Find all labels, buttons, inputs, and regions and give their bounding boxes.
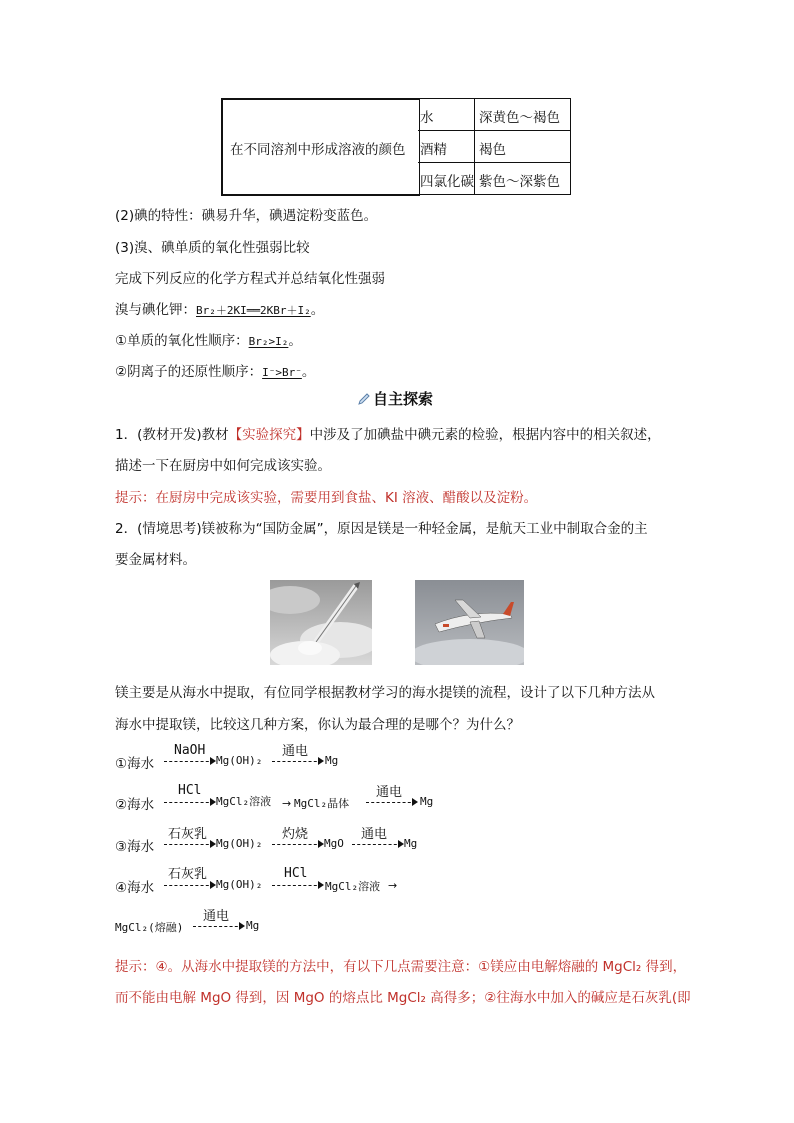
reducing-order-value: I⁻>Br⁻ bbox=[262, 366, 302, 379]
route-4-reagent-2: HCl bbox=[284, 866, 308, 881]
reducing-order-label: ②阴离子的还原性顺序： bbox=[115, 364, 263, 380]
question-2-line-4: 海水中提取镁，比较这几种方案，你认为最合理的是哪个？为什么？ bbox=[115, 717, 520, 733]
instruction-text: 完成下列反应的化学方程式并总结氧化性强弱 bbox=[115, 271, 385, 287]
oxidizing-order-value: Br₂>I₂ bbox=[248, 335, 289, 348]
question-1-line-1 bbox=[115, 423, 661, 443]
question-2-line-2: 要金属材料。 bbox=[115, 552, 196, 568]
route-4b-product: Mg bbox=[246, 919, 260, 932]
route-3-intermediate-1: Mg(OH)₂ bbox=[216, 837, 263, 850]
arrow-icon bbox=[272, 880, 322, 890]
reducing-order-line bbox=[115, 360, 315, 380]
solvent-cell: 水 bbox=[420, 110, 434, 126]
arrow-icon bbox=[366, 797, 416, 807]
question-2-line-3: 镁主要是从海水中提取，有位同学根据教材学习的海水提镁的流程，设计了以下几种方法从 bbox=[115, 685, 655, 701]
route-1-intermediate-1: Mg(OH)₂ bbox=[216, 754, 263, 767]
section-heading bbox=[357, 388, 433, 409]
route-2-intermediate-1 bbox=[216, 793, 271, 809]
arrow-icon bbox=[272, 756, 322, 766]
experiment-tag: 【实验探究】 bbox=[228, 427, 310, 443]
route-4-intermediate-1: Mg(OH)₂ bbox=[216, 878, 263, 891]
arrow-icon bbox=[193, 921, 243, 931]
route-3-reagent-3: 通电 bbox=[361, 827, 388, 842]
hint-1: 提示：在厨房中完成该实验，需要用到食盐、KI 溶液、醋酸以及淀粉。 bbox=[115, 490, 538, 506]
arrow-icon bbox=[164, 839, 214, 849]
hint-2-line-1: 提示：④。从海水中提取镁的方法中，有以下几点需要注意：①镁应由电解熔融的 MgCl₂ 得到， bbox=[115, 959, 687, 975]
route-2-intermediate-1-text: MgCl₂溶液 bbox=[216, 795, 272, 808]
color-cell: 深黄色～褐色 bbox=[479, 110, 560, 126]
table-cell bbox=[418, 99, 475, 130]
bromine-ki-equation: Br₂＋2KI══2KBr＋I₂ bbox=[196, 304, 311, 317]
route-1-start: ①海水 bbox=[115, 756, 155, 772]
arrow-icon bbox=[164, 880, 214, 890]
oxidizing-order-label: ①单质的氧化性顺序： bbox=[115, 333, 249, 349]
route-4b-start: MgCl₂(熔融) bbox=[115, 921, 184, 934]
bromine-ki-line bbox=[115, 298, 324, 318]
table-rows bbox=[418, 98, 571, 195]
route-2-product: Mg bbox=[420, 795, 434, 808]
route-4-reagent-1: 石灰乳 bbox=[168, 867, 208, 882]
table-row bbox=[418, 163, 570, 194]
iodine-property: (2)碘的特性：碘易升华，碘遇淀粉变蓝色。 bbox=[115, 208, 378, 224]
line-end: 。 bbox=[288, 333, 302, 349]
section-title: 自主探索 bbox=[373, 390, 434, 408]
route-4-start: ④海水 bbox=[115, 880, 155, 896]
question-2-line-1: 2．(情境思考)镁被称为“国防金属”，原因是镁是一种轻金属，是航天工业中制取合金的主 bbox=[115, 521, 648, 537]
table-cell bbox=[418, 131, 475, 162]
oxidizing-compare-title: (3)溴、碘单质的氧化性强弱比较 bbox=[115, 240, 310, 256]
route-3-product: Mg bbox=[404, 837, 418, 850]
bromine-ki-label: 溴与碘化钾： bbox=[115, 302, 196, 318]
table-row-header-cell bbox=[221, 98, 420, 196]
route-1-product: Mg bbox=[325, 754, 339, 767]
arrow-icon bbox=[164, 756, 214, 766]
table-row-header: 在不同溶剂中形成溶液的颜色 bbox=[230, 142, 406, 158]
arrow-icon bbox=[352, 839, 402, 849]
route-1-reagent-2: 通电 bbox=[282, 744, 309, 759]
arrow-icon: → bbox=[388, 879, 398, 892]
q1-text: 中涉及了加碘盐中碘元素的检验，根据内容中的相关叙述， bbox=[309, 427, 661, 443]
table-row bbox=[418, 131, 570, 163]
color-cell: 褐色 bbox=[479, 142, 506, 158]
question-1-line-2: 描述一下在厨房中如何完成该实验。 bbox=[115, 458, 331, 474]
route-4b-reagent: 通电 bbox=[203, 909, 230, 924]
pencil-icon bbox=[357, 392, 371, 406]
color-cell: 紫色～深紫色 bbox=[479, 174, 560, 190]
route-2-intermediate-2: MgCl₂晶体 bbox=[294, 797, 350, 810]
hint-2-line-2: 而不能由电解 MgO 得到，因 MgO 的熔点比 MgCl₂ 高得多；②往海水中加入的碱应是石灰乳(即 bbox=[115, 990, 691, 1006]
route-2-reagent-3: 通电 bbox=[376, 785, 403, 800]
table-cell bbox=[418, 163, 475, 194]
route-2-start: ②海水 bbox=[115, 797, 155, 813]
line-end: 。 bbox=[310, 302, 325, 318]
route-3-start: ③海水 bbox=[115, 839, 155, 855]
airplane-photo bbox=[415, 580, 524, 665]
arrow-icon bbox=[164, 797, 214, 807]
solvent-color-table bbox=[221, 98, 571, 194]
route-3-reagent-2: 灼烧 bbox=[282, 827, 309, 842]
route-1-reagent-1: NaOH bbox=[174, 743, 206, 758]
table-row bbox=[418, 99, 570, 131]
oxidizing-order-line bbox=[115, 329, 302, 349]
solvent-cell: 酒精 bbox=[420, 142, 447, 158]
route-3-intermediate-2: MgO bbox=[324, 837, 344, 850]
route-2-reagent-1: HCl bbox=[178, 783, 202, 798]
solvent-cell: 四氯化碳 bbox=[420, 174, 474, 190]
q1-prefix: 1．(教材开发)教材 bbox=[115, 427, 229, 443]
line-end: 。 bbox=[301, 364, 316, 380]
route-4-intermediate-2: MgCl₂溶液 bbox=[325, 880, 381, 893]
rocket-photo bbox=[270, 580, 372, 665]
arrow-icon: → bbox=[282, 797, 292, 810]
arrow-icon bbox=[272, 839, 322, 849]
route-3-reagent-1: 石灰乳 bbox=[168, 827, 208, 842]
